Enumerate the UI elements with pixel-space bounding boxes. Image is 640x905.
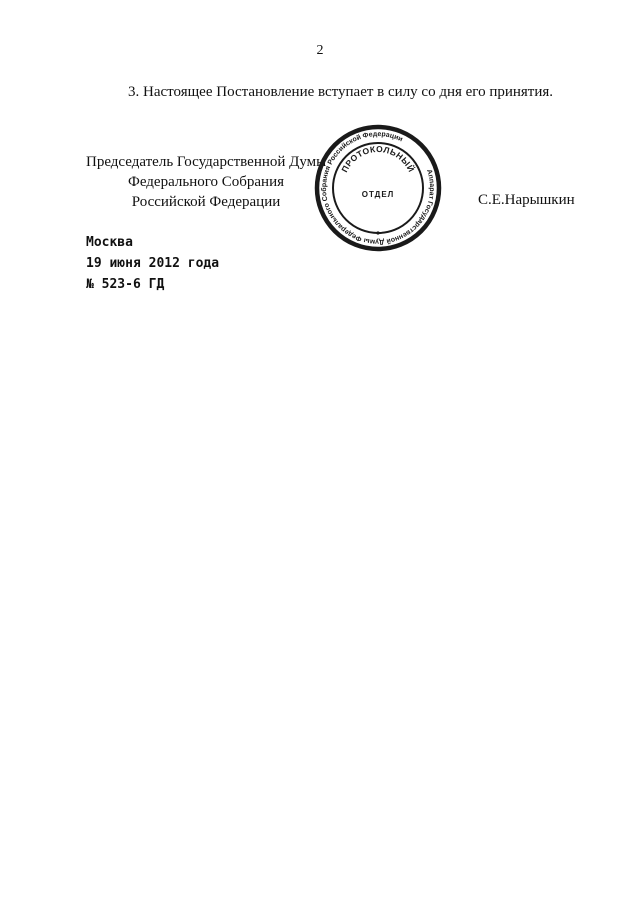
city: Москва bbox=[86, 235, 133, 250]
signer-title-line-3: Российской Федерации bbox=[131, 194, 281, 210]
signer-name: С.Е.Нарышкин bbox=[478, 192, 575, 208]
document-number: № 523-6 ГД bbox=[86, 277, 165, 292]
signer-title-line-1: Председатель Государственной Думы bbox=[86, 154, 327, 170]
signer-title-block bbox=[86, 152, 326, 212]
signer-title-line-2: Федерального Собрания bbox=[127, 174, 285, 190]
official-stamp bbox=[314, 124, 442, 252]
page-number: 2 bbox=[316, 43, 324, 58]
date: 19 июня 2012 года bbox=[86, 256, 220, 271]
clause-text: 3. Настоящее Постановление вступает в силу со дня его принятия. bbox=[128, 84, 554, 100]
stamp-center-top: ПРОТОКОЛЬНЫЙ bbox=[339, 143, 417, 174]
svg-text:ПРОТОКОЛЬНЫЙ bbox=[339, 144, 417, 174]
document-footer bbox=[86, 232, 219, 295]
stamp-ring-text: Аппарат Государственной Думы Федерального Собрания Российской Федерации bbox=[320, 130, 436, 246]
stamp-center-bottom: ОТДЕЛ bbox=[361, 190, 395, 199]
